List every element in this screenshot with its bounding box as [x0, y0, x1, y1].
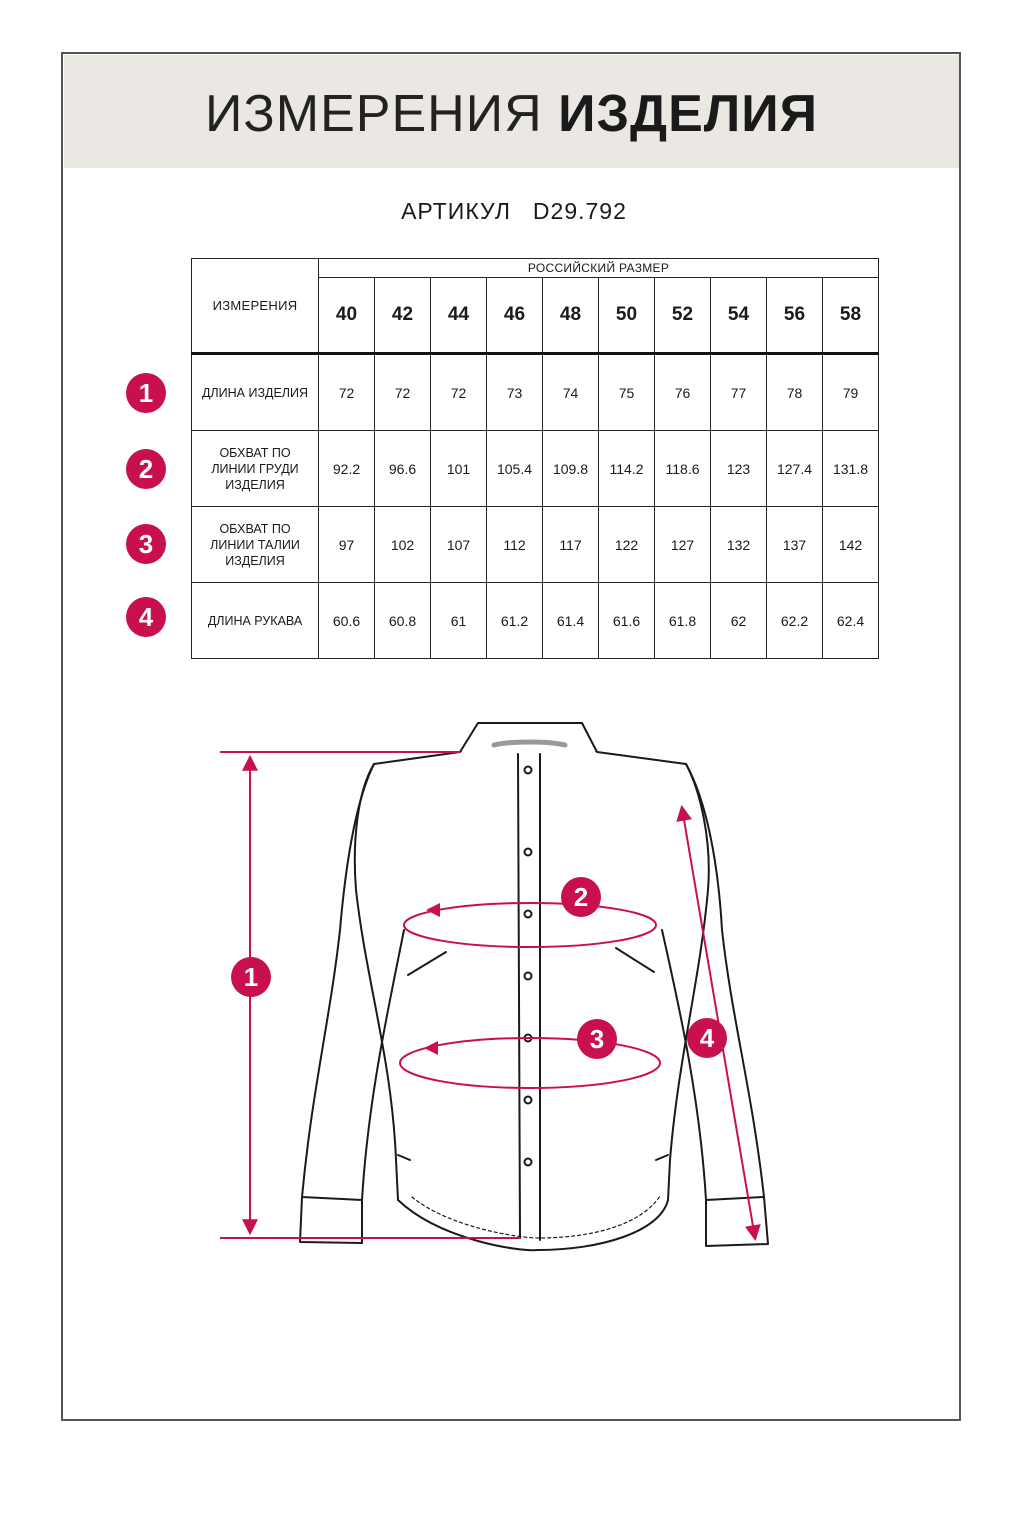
- row-number-badge: 4: [126, 597, 166, 637]
- size-header-cell: 40: [319, 278, 375, 354]
- table-cell: 76: [655, 354, 711, 431]
- marker-chest: 2: [561, 877, 601, 917]
- table-cell: 142: [823, 507, 879, 583]
- table-cell: 75: [599, 354, 655, 431]
- size-header-cell: 52: [655, 278, 711, 354]
- size-header-cell: 46: [487, 278, 543, 354]
- row-label: ОБХВАТ ПО ЛИНИИ ТАЛИИ ИЗДЕЛИЯ: [192, 507, 319, 583]
- table-cell: 127: [655, 507, 711, 583]
- table-cell: 92.2: [319, 431, 375, 507]
- size-header-cell: 44: [431, 278, 487, 354]
- table-cell: 73: [487, 354, 543, 431]
- table-cell: 61.2: [487, 583, 543, 659]
- table-cell: 114.2: [599, 431, 655, 507]
- table-cell: 118.6: [655, 431, 711, 507]
- table-cell: 72: [431, 354, 487, 431]
- table-cell: 132: [711, 507, 767, 583]
- article-label: АРТИКУЛ: [401, 198, 511, 224]
- table-cell: 127.4: [767, 431, 823, 507]
- table-cell: 62: [711, 583, 767, 659]
- table-cell: 61: [431, 583, 487, 659]
- table-cell: 112: [487, 507, 543, 583]
- row-number-badge: 2: [126, 449, 166, 489]
- table-cell: 131.8: [823, 431, 879, 507]
- row-number-badge: 3: [126, 524, 166, 564]
- table-cell: 62.4: [823, 583, 879, 659]
- marker-sleeve: 4: [687, 1018, 727, 1058]
- table-cell: 77: [711, 354, 767, 431]
- measurements-header: ИЗМЕРЕНИЯ: [192, 259, 319, 354]
- table-cell: 137: [767, 507, 823, 583]
- size-group-header: РОССИЙСКИЙ РАЗМЕР: [319, 259, 879, 278]
- size-header-cell: 42: [375, 278, 431, 354]
- size-header-cell: 54: [711, 278, 767, 354]
- row-label: ОБХВАТ ПО ЛИНИИ ГРУДИ ИЗДЕЛИЯ: [192, 431, 319, 507]
- table-cell: 123: [711, 431, 767, 507]
- table-cell: 117: [543, 507, 599, 583]
- table-cell: 97: [319, 507, 375, 583]
- row-label: ДЛИНА ИЗДЕЛИЯ: [192, 354, 319, 431]
- table-cell: 122: [599, 507, 655, 583]
- table-cell: 105.4: [487, 431, 543, 507]
- button-dot: [525, 849, 532, 856]
- title-light: ИЗМЕРЕНИЯ: [205, 85, 543, 143]
- shirt-body: [355, 752, 709, 1250]
- button-dot: [525, 973, 532, 980]
- marker-length: 1: [231, 957, 271, 997]
- table-cell: 60.6: [319, 583, 375, 659]
- table-cell: 107: [431, 507, 487, 583]
- table-cell: 78: [767, 354, 823, 431]
- table-cell: 79: [823, 354, 879, 431]
- size-header-cell: 50: [599, 278, 655, 354]
- marker-waist: 3: [577, 1019, 617, 1059]
- table-cell: 96.6: [375, 431, 431, 507]
- table-cell: 60.8: [375, 583, 431, 659]
- table-cell: 74: [543, 354, 599, 431]
- table-cell: 109.8: [543, 431, 599, 507]
- size-header-cell: 58: [823, 278, 879, 354]
- table-cell: 72: [375, 354, 431, 431]
- table-cell: 61.4: [543, 583, 599, 659]
- title-bold: ИЗДЕЛИЯ: [558, 85, 819, 143]
- button-dot: [525, 911, 532, 918]
- row-label: ДЛИНА РУКАВА: [192, 583, 319, 659]
- size-header-cell: 48: [543, 278, 599, 354]
- table-cell: 61.8: [655, 583, 711, 659]
- button-dot: [525, 767, 532, 774]
- table-cell: 72: [319, 354, 375, 431]
- table-cell: 62.2: [767, 583, 823, 659]
- table-cell: 102: [375, 507, 431, 583]
- button-dot: [525, 1159, 532, 1166]
- table-cell: 61.6: [599, 583, 655, 659]
- table-cell: 101: [431, 431, 487, 507]
- article-code: D29.792: [532, 198, 627, 224]
- button-dot: [525, 1097, 532, 1104]
- size-header-cell: 56: [767, 278, 823, 354]
- row-number-badge: 1: [126, 373, 166, 413]
